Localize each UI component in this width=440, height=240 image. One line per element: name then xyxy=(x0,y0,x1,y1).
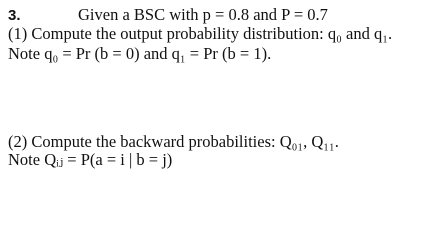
problem-number: 3. xyxy=(8,7,21,24)
part2-note: Note Qᵢⱼ = P(a = i | b = j) xyxy=(8,150,173,169)
part1-question: (1) Compute the output probability distribution: q₀ and q₁. xyxy=(8,24,393,43)
problem-header xyxy=(8,5,328,26)
part2-question: (2) Compute the backward probabilities: Q₀₁, Q₁₁. xyxy=(8,132,339,151)
problem-intro: Given a BSC with p = 0.8 and P = 0.7 xyxy=(78,5,328,24)
part1-note: Note q₀ = Pr (b = 0) and q₁ = Pr (b = 1). xyxy=(8,44,272,63)
